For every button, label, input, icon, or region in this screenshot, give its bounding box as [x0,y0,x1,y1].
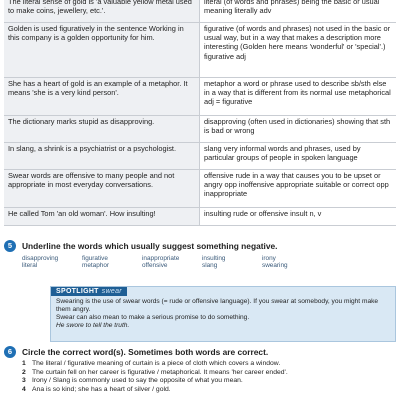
table-example-cell: The literal sense of gold is 'a valuable yellow metal used to make coins, jewellery, etc.'. [4,0,200,22]
table-definition-cell: figurative (of words and phrases) not used in the basic or usual way, but in a way that makes a description more interesting (Golden here means 'wonderful' or 'special'.) figurative adj [200,23,396,77]
table-definition-cell: disapproving (often used in dictionaries) showing that sth is bad or wrong [200,116,396,142]
vocabulary-table [4,0,396,226]
exercise-item[interactable]: 1 The literal / figurative meaning of curtain is a piece of cloth which covers a window. [22,360,281,367]
table-row [4,78,396,116]
exercise-number-badge: 6 [4,346,16,358]
table-definition-cell: metaphor a word or phrase used to describe sb/sth else in a way that is different from its normal use metaphorical adj = figurative [200,78,396,115]
table-definition-cell: offensive rude in a way that causes you to be upset or angry opp inoffensive appropriate suitable or correct opp inappropriate [200,170,396,207]
table-example-cell: She has a heart of gold is an example of a metaphor. It means 'she is a very kind person'. [4,78,200,115]
spotlight-line: Swear can also mean to make a serious promise to do something. [56,314,250,321]
exercise-5 [4,240,396,274]
word-option[interactable]: inappropriate [142,255,180,262]
table-row [4,170,396,208]
table-example-cell: Golden is used figuratively in the sentence Working in this company is a golden opportunity for him. [4,23,200,77]
word-option[interactable]: literal [22,262,38,270]
table-definition-cell: insulting rude or offensive insult n, v [200,208,396,225]
spotlight-line: Swearing is the use of swear words (= rude or offensive language). If you swear at somebody, you might make them angry. [56,298,379,313]
exercise-number-badge: 5 [4,240,16,252]
exercise-6 [4,346,396,400]
table-row [4,116,396,143]
exercise-item[interactable]: 4 Ana is so kind; she has a heart of silver / gold. [22,385,171,393]
word-option[interactable]: disapproving [22,255,59,262]
table-row [4,23,396,78]
table-definition-cell: slang very informal words and phrases, used by particular groups of people in spoken language [200,143,396,169]
word-option[interactable]: figurative [82,255,108,262]
table-example-cell: He called Tom 'an old woman'. How insulting! [4,208,200,225]
spotlight-body [56,298,390,330]
word-option[interactable]: swearing [262,262,288,270]
word-option[interactable]: insulting [202,255,226,262]
exercise-items [22,360,396,394]
spotlight-header [51,287,127,296]
table-row [4,0,396,23]
spotlight-label: SPOTLIGHT [56,288,99,295]
word-option[interactable]: metaphor [82,262,109,270]
spotlight-box [50,286,396,342]
exercise-instruction: Underline the words which usually suggest something negative. [22,241,278,251]
spotlight-example: He swore to tell the truth. [56,322,130,329]
spotlight-word: swear [101,288,122,295]
table-definition-cell: literal (of words and phrases) being the basic or usual meaning literally adv [200,0,396,22]
table-row [4,208,396,226]
table-row [4,143,396,170]
exercise-item[interactable]: 2 The curtain fell on her career is figurative / metaphorical. It means 'her career ended'. [22,368,288,376]
word-box [22,255,320,270]
exercise-item[interactable]: 3 Irony / Slang is commonly used to say the opposite of what you mean. [22,377,243,385]
word-option[interactable]: slang [202,262,218,270]
word-option[interactable]: offensive [142,262,168,270]
exercise-instruction: Circle the correct word(s). Sometimes both words are correct. [22,347,269,357]
table-example-cell: Swear words are offensive to many people and not appropriate in most everyday conversations. [4,170,200,207]
table-example-cell: In slang, a shrink is a psychiatrist or a psychologist. [4,143,200,169]
table-example-cell: The dictionary marks stupid as disapproving. [4,116,200,142]
word-option[interactable]: irony [262,255,276,262]
